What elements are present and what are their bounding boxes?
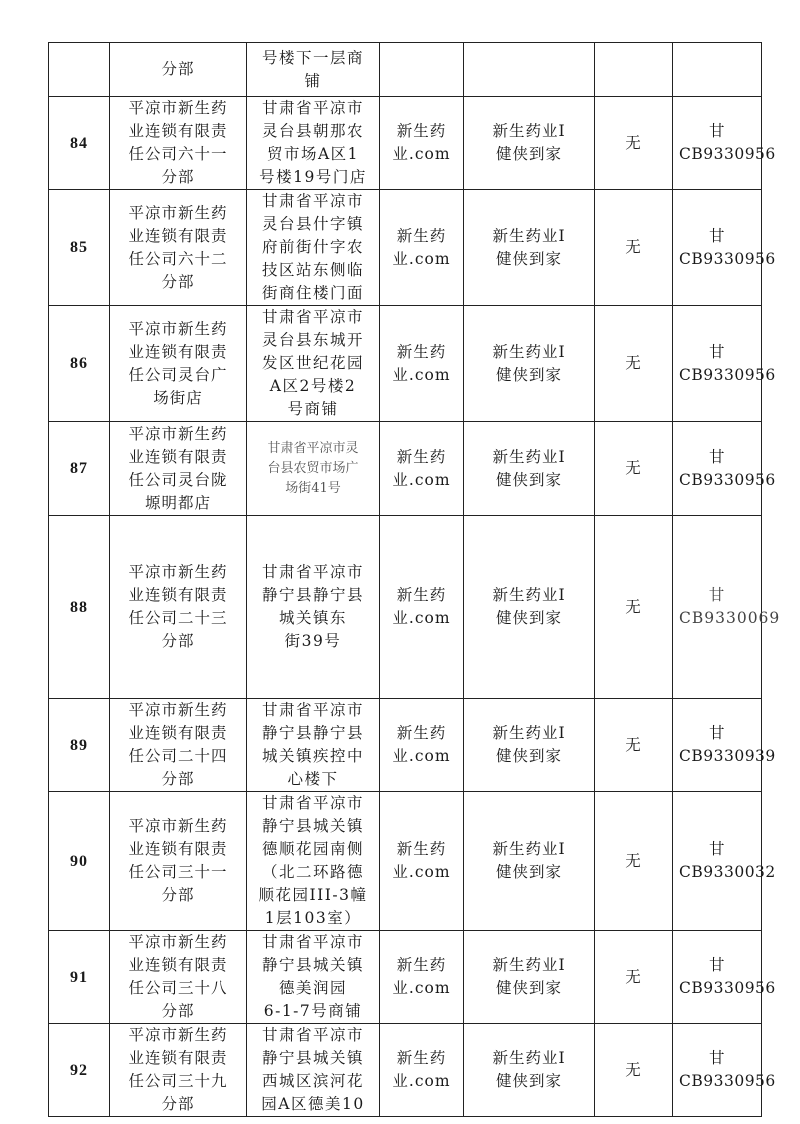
license-number-cell-text: 甘 CB9330939	[679, 724, 776, 765]
table-body	[49, 43, 781, 1117]
company-name-cell	[110, 931, 247, 1024]
domain-cell	[380, 699, 464, 792]
table-row	[49, 97, 762, 190]
company-name-cell-text: 平凉市新生药 业连锁有限责 任公司六十一 分部	[128, 99, 228, 186]
app-name-cell-text: 新生药业I 健侠到家	[492, 840, 566, 881]
domain-cell	[380, 43, 464, 97]
domain-cell	[380, 931, 464, 1024]
company-name-cell	[110, 699, 247, 792]
address-cell	[247, 306, 380, 422]
remote-service-cell	[595, 43, 673, 97]
address-cell	[247, 190, 380, 306]
address-cell-text: 甘肃省平凉市 灵台县东城开 发区世纪花园 A区2号楼2 号商铺	[261, 308, 364, 418]
table-row	[49, 699, 762, 792]
license-number-cell	[673, 931, 776, 1024]
row-number	[49, 931, 110, 1024]
address-cell-text: 甘肃省平凉市 静宁县城关镇 西城区滨河花 园A区德美10	[261, 1026, 365, 1113]
address-cell	[247, 1024, 380, 1117]
row-number-text: 91	[70, 968, 88, 986]
domain-cell	[380, 97, 464, 190]
table-row	[49, 516, 762, 699]
company-name-cell-text: 平凉市新生药 业连锁有限责 任公司三十八 分部	[128, 933, 228, 1020]
address-cell	[247, 792, 380, 931]
license-number-cell	[673, 97, 776, 190]
app-name-cell	[464, 699, 595, 792]
license-number-cell	[673, 306, 776, 422]
row-number-text: 89	[70, 736, 88, 754]
license-number-cell	[673, 190, 776, 306]
company-name-cell-text: 平凉市新生药 业连锁有限责 任公司二十三 分部	[128, 563, 228, 650]
license-number-cell	[673, 1024, 776, 1117]
company-name-cell	[110, 516, 247, 699]
row-number	[49, 190, 110, 306]
company-name-cell	[110, 97, 247, 190]
address-cell	[247, 43, 380, 97]
app-name-cell-text: 新生药业I 健侠到家	[492, 447, 566, 489]
company-name-cell-text: 平凉市新生药 业连锁有限责 任公司六十二 分部	[128, 203, 228, 291]
address-cell-text: 甘肃省平凉市 静宁县城关镇 德美润园 6-1-7号商铺	[261, 933, 364, 1020]
domain-cell	[380, 792, 464, 931]
license-number-cell	[673, 699, 776, 792]
row-number	[49, 422, 110, 516]
row-number	[49, 97, 110, 190]
license-number-cell	[673, 422, 776, 516]
address-cell-text: 甘肃省平凉市 静宁县静宁县 城关镇疾控中 心楼下	[261, 701, 364, 788]
company-name-cell	[110, 43, 247, 97]
license-number-cell-text: 甘 CB9330956	[679, 447, 776, 489]
company-name-cell	[110, 190, 247, 306]
remote-service-cell	[595, 792, 673, 931]
domain-cell-text: 新生药 业.com	[392, 122, 451, 163]
address-cell-text: 甘肃省平凉市 静宁县静宁县 城关镇东 街39号	[261, 563, 364, 650]
domain-cell	[380, 1024, 464, 1117]
app-name-cell	[464, 422, 595, 516]
row-number-text: 90	[70, 852, 88, 870]
company-name-cell	[110, 1024, 247, 1117]
row-number-text: 84	[70, 134, 88, 152]
table-row	[49, 792, 762, 931]
address-cell	[247, 97, 380, 190]
domain-cell	[380, 422, 464, 516]
app-name-cell	[464, 306, 595, 422]
app-name-cell	[464, 97, 595, 190]
address-cell	[247, 931, 380, 1024]
remote-service-cell-text: 无	[625, 851, 642, 870]
address-cell-text: 号楼下一层商 铺	[261, 48, 364, 90]
remote-service-cell-text: 无	[625, 459, 642, 477]
row-number	[49, 1024, 110, 1117]
remote-service-cell	[595, 97, 673, 190]
app-name-cell-text: 新生药业I 健侠到家	[492, 342, 566, 384]
remote-service-cell-text: 无	[625, 597, 642, 616]
company-name-cell-text: 平凉市新生药 业连锁有限责 任公司灵台陇 塬明都店	[128, 424, 228, 512]
license-number-cell-text: 甘 CB9330956	[679, 1049, 776, 1090]
remote-service-cell	[595, 422, 673, 516]
table-row	[49, 190, 762, 306]
address-cell	[247, 516, 380, 699]
address-cell-text: 甘肃省平凉市 灵台县什字镇 府前街什字农 技区站东侧临 街商住楼门面	[261, 192, 364, 302]
app-name-cell-text: 新生药业I 健侠到家	[492, 1049, 566, 1090]
remote-service-cell	[595, 306, 673, 422]
row-number	[49, 516, 110, 699]
remote-service-cell	[595, 516, 673, 699]
row-number	[49, 43, 110, 97]
app-name-cell	[464, 43, 595, 97]
address-cell	[247, 422, 380, 516]
license-number-cell-text: 甘 CB9330956	[679, 226, 776, 268]
remote-service-cell-text: 无	[625, 735, 642, 754]
app-name-cell-text: 新生药业I 健侠到家	[492, 122, 566, 163]
address-cell-text: 甘肃省平凉市灵 台县农贸市场广 场街41号	[267, 440, 359, 496]
domain-cell-text: 新生药 业.com	[392, 956, 451, 997]
table-row	[49, 931, 762, 1024]
domain-cell	[380, 190, 464, 306]
app-name-cell-text: 新生药业I 健侠到家	[492, 724, 566, 765]
remote-service-cell-text: 无	[625, 238, 642, 256]
license-number-cell-text: 甘 CB9330956	[679, 122, 776, 163]
remote-service-cell-text: 无	[625, 133, 642, 152]
company-name-cell	[110, 422, 247, 516]
row-number-text: 85	[70, 239, 88, 256]
row-number-text: 88	[70, 598, 88, 616]
license-number-cell-text: 甘 CB9330956	[679, 956, 776, 997]
pharmacy-branch-table	[48, 42, 781, 1117]
domain-cell	[380, 516, 464, 699]
domain-cell-text: 新生药 业.com	[392, 1049, 451, 1090]
app-name-cell	[464, 931, 595, 1024]
license-number-cell-text: 甘 CB9330069	[679, 586, 781, 627]
table-row	[49, 422, 762, 516]
remote-service-cell	[595, 699, 673, 792]
table-row	[49, 306, 762, 422]
company-name-cell-text: 分部	[161, 60, 195, 78]
app-name-cell	[464, 792, 595, 931]
license-number-cell-text: 甘 CB9330956	[679, 342, 776, 384]
app-name-cell-text: 新生药业I 健侠到家	[492, 956, 566, 997]
row-number	[49, 306, 110, 422]
remote-service-cell-text: 无	[625, 354, 642, 372]
company-name-cell-text: 平凉市新生药 业连锁有限责 任公司三十一 分部	[128, 817, 228, 904]
row-number	[49, 699, 110, 792]
domain-cell-text: 新生药 业.com	[392, 586, 451, 627]
address-cell-text: 甘肃省平凉市 灵台县朝那农 贸市场A区1 号楼19号门店	[259, 99, 367, 186]
remote-service-cell-text: 无	[625, 1060, 642, 1079]
address-cell-text: 甘肃省平凉市 静宁县城关镇 德顺花园南侧 （北二环路德 顺花园III-3幢 1层103室）	[258, 794, 368, 927]
domain-cell-text: 新生药 业.com	[392, 226, 451, 268]
row-number-text: 92	[70, 1061, 88, 1079]
row-number-text: 87	[70, 460, 88, 477]
app-name-cell-text: 新生药业I 健侠到家	[492, 586, 566, 627]
row-number-text: 86	[70, 355, 88, 372]
company-name-cell	[110, 792, 247, 931]
company-name-cell-text: 平凉市新生药 业连锁有限责 任公司三十九 分部	[128, 1026, 228, 1113]
address-cell	[247, 699, 380, 792]
domain-cell-text: 新生药 业.com	[392, 840, 451, 881]
app-name-cell	[464, 516, 595, 699]
table-row	[49, 1024, 762, 1117]
company-name-cell-text: 平凉市新生药 业连锁有限责 任公司二十四 分部	[128, 701, 228, 788]
remote-service-cell	[595, 190, 673, 306]
license-number-cell-text: 甘 CB9330032	[679, 840, 776, 881]
company-name-cell	[110, 306, 247, 422]
remote-service-cell	[595, 1024, 673, 1117]
app-name-cell	[464, 1024, 595, 1117]
domain-cell-text: 新生药 业.com	[392, 724, 451, 765]
license-number-cell	[673, 516, 781, 699]
company-name-cell-text: 平凉市新生药 业连锁有限责 任公司灵台广 场街店	[128, 319, 228, 407]
license-number-cell	[673, 43, 762, 97]
app-name-cell	[464, 190, 595, 306]
domain-cell	[380, 306, 464, 422]
table-row	[49, 43, 762, 97]
domain-cell-text: 新生药 业.com	[392, 447, 451, 489]
license-number-cell	[673, 792, 776, 931]
remote-service-cell	[595, 931, 673, 1024]
remote-service-cell-text: 无	[625, 967, 642, 986]
domain-cell-text: 新生药 业.com	[392, 342, 451, 384]
row-number	[49, 792, 110, 931]
app-name-cell-text: 新生药业I 健侠到家	[492, 226, 566, 268]
